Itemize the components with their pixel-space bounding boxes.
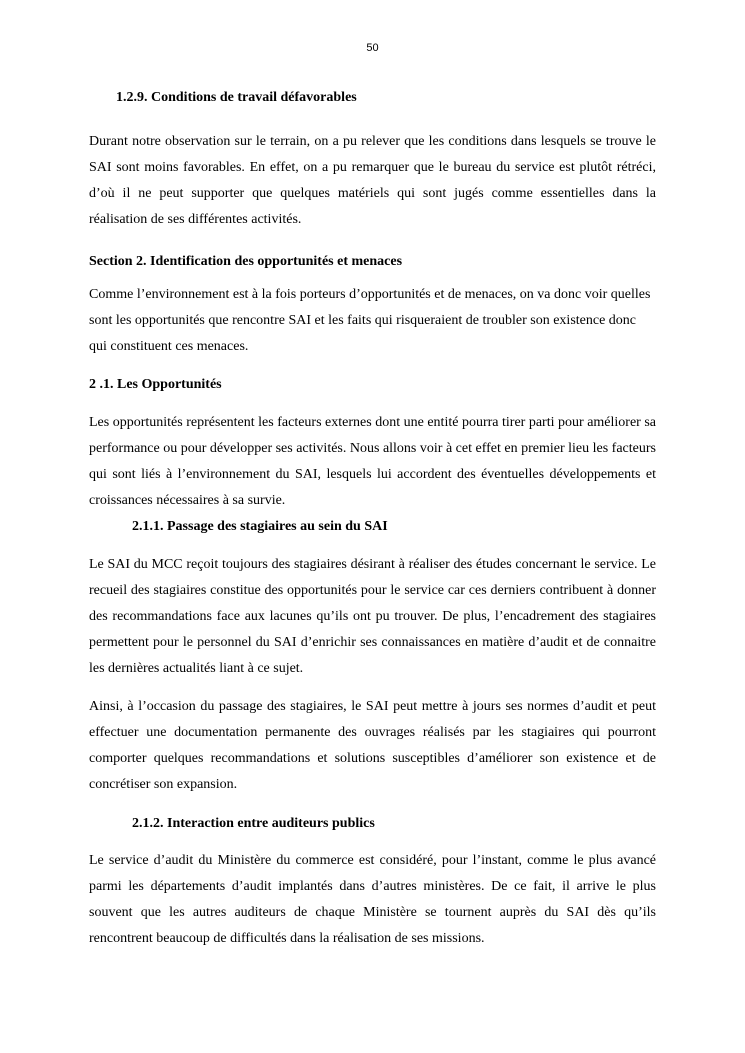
paragraph-stagiaires-2: Ainsi, à l’occasion du passage des stagiaires, le SAI peut mettre à jours ses normes d’audit et peut effectuer une documentation permanente des ouvrages réalisés par les stagiaires qui pourront comporter quelques recommandations et solutions susceptibles d’améliorer son existence et de concrétiser son expansion.	[89, 699, 656, 792]
paragraph-section-2-intro: Comme l’environnement est à la fois porteurs d’opportunités et de menaces, on va donc voir quelles sont les opportunités que rencontre SAI et les faits qui risqueraient de troubler son existence donc qui constituent ces menaces.	[89, 287, 651, 354]
paragraph-interaction-auditeurs: Le service d’audit du Ministère du commerce est considéré, pour l’instant, comme le plus avancé parmi les départements d’audit implantés dans d’autres ministères. De ce fait, il arrive le plus souvent que les autres auditeurs de chaque Ministère se tournent auprès du SAI dès qu’ils rencontrent beaucoup de difficultés dans la réalisation de ses missions.	[89, 853, 656, 946]
heading-2-1-1: 2.1.1. Passage des stagiaires au sein du SAI	[132, 519, 388, 534]
heading-2-1-2: 2.1.2. Interaction entre auditeurs publics	[132, 816, 375, 831]
page-number: 50	[366, 42, 379, 54]
heading-2-1-opportunites: 2 .1. Les Opportunités	[89, 377, 222, 392]
paragraph-stagiaires-1: Le SAI du MCC reçoit toujours des stagiaires désirant à réaliser des études concernant le service. Le recueil des stagiaires constitue des opportunités pour le service car ces derniers contribuent à donner des recommandations face aux lacunes qu’ils ont pu trouver. De plus, l’encadrement des stagiaires permettent pour le personnel du SAI d’enrichir ses connaissances en matière d’audit et de connaitre les dernières actualités liant à ce sujet.	[89, 557, 656, 676]
heading-1-2-9: 1.2.9. Conditions de travail défavorables	[116, 90, 357, 105]
heading-section-2: Section 2. Identification des opportunités et menaces	[89, 254, 403, 269]
paragraph-conditions-travail: Durant notre observation sur le terrain, on a pu relever que les conditions dans lesquels se trouve le SAI sont moins favorables. En effet, on a pu remarquer que le bureau du service est plutôt rétréci, d’où il ne peut supporter que quelques matériels qui sont jugés comme essentielles dans la réalisation de ses différentes activités.	[89, 134, 656, 227]
paragraph-opportunites: Les opportunités représentent les facteurs externes dont une entité pourra tirer parti pour améliorer sa performance ou pour développer ses activités. Nous allons voir à cet effet en premier lieu les facteurs qui sont liés à l’environnement du SAI, lesquels lui accordent des éventuelles développements et croissances nécessaires à sa survie.	[89, 415, 656, 508]
